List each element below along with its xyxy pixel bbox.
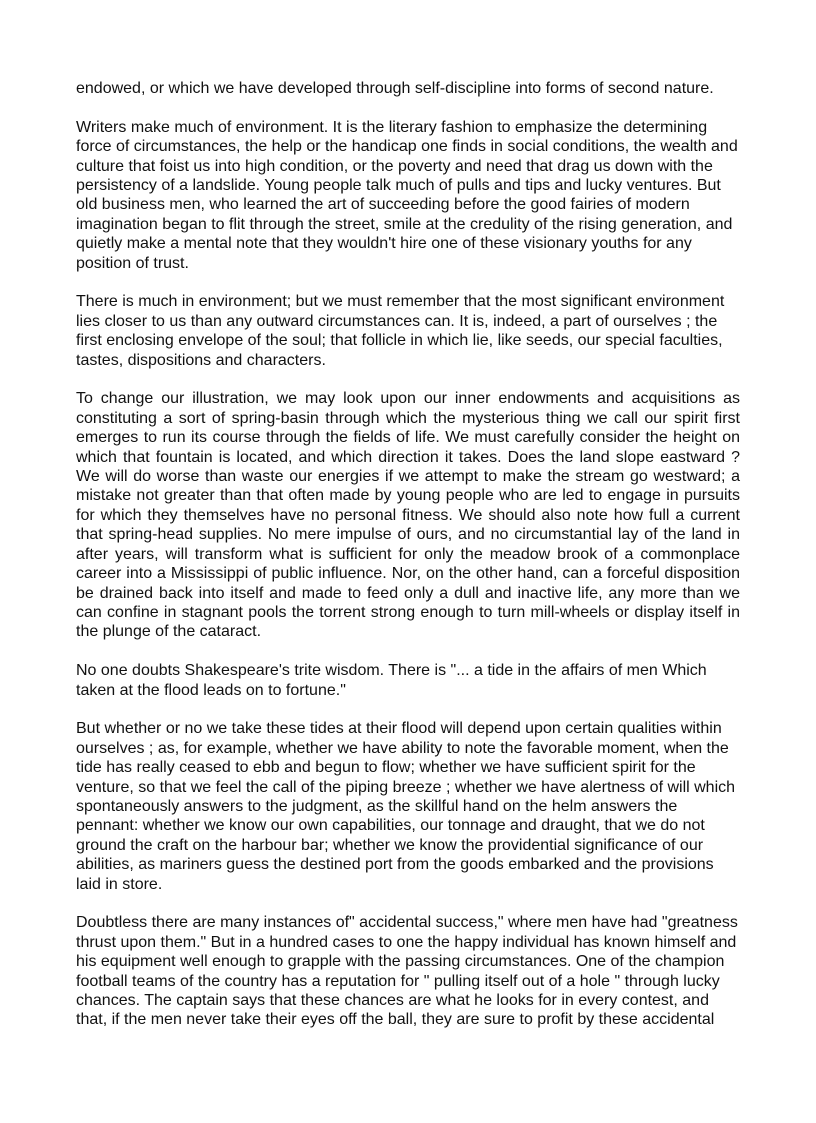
text-line: endowed, or which we have developed through self-discipline into forms of second nature. <box>76 80 714 97</box>
text-line: can confine in stagnant pools the torrent strong enough to turn mill-wheels or display itself in <box>76 603 740 621</box>
text-line: persistency of a landslide. Young people talk much of pulls and tips and lucky ventures. But <box>76 177 721 195</box>
paragraph <box>76 292 740 370</box>
text-line: spontaneously answers to the judgment, as the skillful hand on the helm answers the <box>76 797 678 815</box>
text-line: ground the craft on the harbour bar; whether we know the providential significance of our <box>76 836 704 854</box>
text-line: We will do worse than waste our energies if we attempt to make the stream go westward; a <box>76 468 740 486</box>
text-line: No one doubts Shakespeare's trite wisdom. There is "... a tide in the affairs of men Which <box>76 662 707 680</box>
text-line: abilities, as mariners guess the destined port from the goods embarked and the provisions <box>76 856 714 874</box>
text-line: old business men, who learned the art of succeeding before the good fairies of modern <box>76 196 690 214</box>
text-line: the plunge of the cataract. <box>76 623 262 641</box>
paragraph <box>76 913 740 1029</box>
text-line: force of circumstances, the help or the handicap one finds in social conditions, the wealth and <box>76 138 738 156</box>
text-line: lies closer to us than any outward circumstances can. It is, indeed, a part of ourselves ; the <box>76 312 718 330</box>
paragraph <box>76 719 740 894</box>
paragraph <box>76 118 740 273</box>
text-line: emerges to run its course through the fields of life. We must carefully consider the height on <box>76 429 740 447</box>
text-line: imagination began to flit through the street, smile at the credulity of the rising generation, and <box>76 215 733 233</box>
text-line: which that fountain is located, and which direction it takes. Does the land slope eastward ? <box>76 448 740 466</box>
text-line: be drained back into itself and made to feed only a dull and inactive life, any more than we <box>76 584 740 602</box>
text-line: Writers make much of environment. It is the literary fashion to emphasize the determining <box>76 118 708 136</box>
text-line: after years, will transform what is sufficient for only the meadow brook of a commonplace <box>76 545 740 563</box>
text-line: pennant: whether we know our own capabilities, our tonnage and draught, that we do not <box>76 817 705 835</box>
paragraph <box>76 79 740 98</box>
text-line: career into a Mississippi of public influence. Nor, on the other hand, can a forceful disposition <box>76 565 740 583</box>
text-line: constituting a sort of spring-basin through which the mysterious thing we call our spirit first <box>76 409 740 427</box>
text-line: thrust upon them." But in a hundred cases to one the happy individual has known himself and <box>76 933 737 951</box>
text-line: chances. The captain says that these chances are what he looks for in every contest, and <box>76 992 709 1009</box>
text-line: that, if the men never take their eyes off the ball, they are sure to profit by these accidental <box>76 1011 715 1029</box>
text-line: There is much in environment; but we must remember that the most significant environment <box>76 293 725 311</box>
text-line: that spring-head supplies. No mere impulse of ours, and no circumstantial lay of the land in <box>76 526 740 544</box>
text-line: ourselves ; as, for example, whether we have ability to note the favorable moment, when the <box>76 739 729 757</box>
text-line: for which they themselves have no personal fitness. We should also note how full a current <box>76 506 740 524</box>
text-line: laid in store. <box>76 875 163 893</box>
text-line: venture, so that we feel the call of the piping breeze ; whether we have alertness of will which <box>76 778 736 796</box>
paragraph <box>76 389 740 641</box>
paragraph <box>76 661 740 700</box>
text-line: his equipment well enough to grapple with the passing circumstances. One of the champion <box>76 953 725 971</box>
text-line: tide has really ceased to ebb and begun to flow; whether we have sufficient spirit for the <box>76 759 696 777</box>
text-line: taken at the flood leads on to fortune." <box>76 681 346 699</box>
text-line: first enclosing envelope of the soul; that follicle in which lie, like seeds, our special faculties, <box>76 332 723 350</box>
text-line: But whether or no we take these tides at their flood will depend upon certain qualities within <box>76 720 722 738</box>
text-line: position of trust. <box>76 254 189 272</box>
text-line: mistake not greater than that often made by young people who are led to engage in pursuits <box>76 487 740 505</box>
document-page <box>76 79 740 1049</box>
text-line: football teams of the country has a reputation for " pulling itself out of a hole " through lucky <box>76 972 720 990</box>
text-line: Doubtless there are many instances of" accidental success," where men have had "greatness <box>76 914 738 932</box>
text-line: quietly make a mental note that they wouldn't hire one of these visionary youths for any <box>76 235 692 253</box>
text-line: culture that foist us into high condition, or the poverty and need that drag us down with the <box>76 157 713 175</box>
text-line: To change our illustration, we may look upon our inner endowments and acquisitions as <box>76 390 740 408</box>
text-line: tastes, dispositions and characters. <box>76 351 326 369</box>
